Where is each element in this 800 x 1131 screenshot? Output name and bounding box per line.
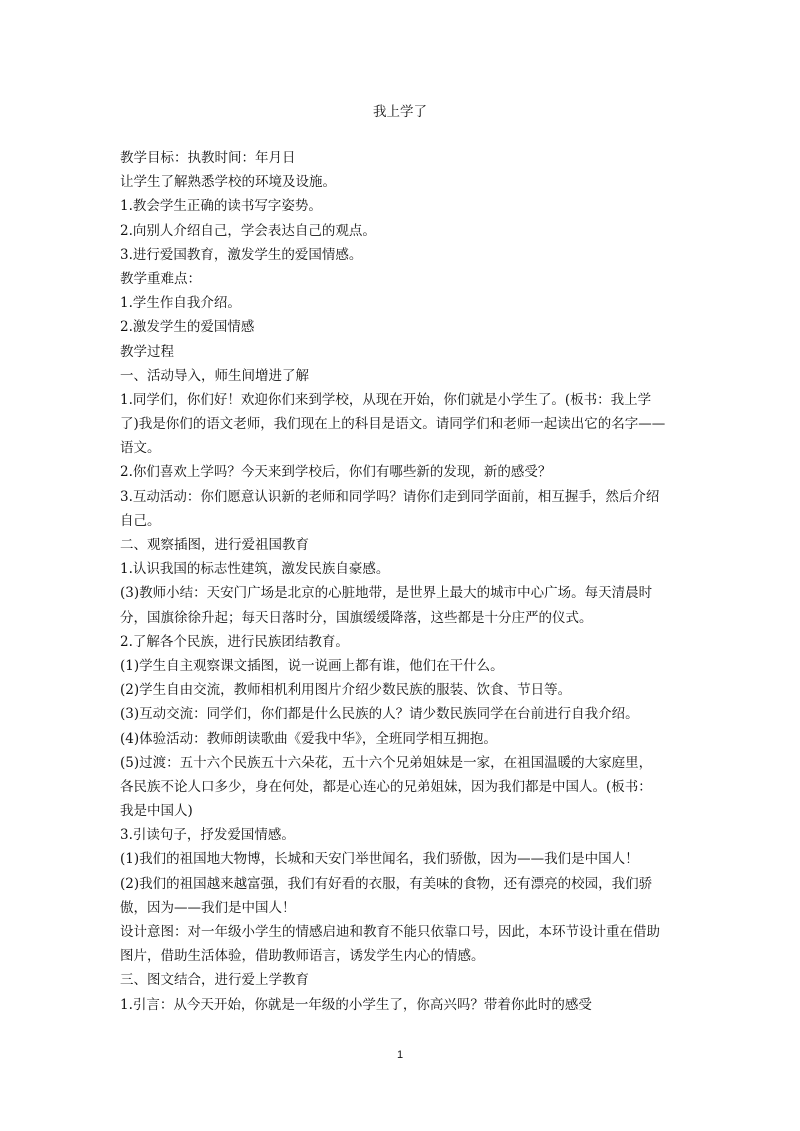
text-line: 分，国旗徐徐升起；每天日落时分，国旗缓缓降落，这些都是十分庄严的仪式。 (120, 609, 593, 626)
text-line: (3)互动交流：同学们，你们都是什么民族的人？请少数民族同学在台前进行自我介绍。 (120, 706, 639, 723)
text-line: 自己。 (120, 512, 161, 529)
text-line: 我是中国人) (120, 803, 193, 820)
document-body (120, 146, 685, 1017)
text-line: 各民族不论人口多少，身在何处，都是心连心的兄弟姐妹，因为我们都是中国人。(板书： (120, 778, 652, 795)
text-line: 了)我是你们的语文老师，我们现在上的科目是语文。请同学们和老师一起读出它的名字—— (120, 416, 666, 433)
text-line: 3.互动活动：你们愿意认识新的老师和同学吗？请你们走到同学面前，相互握手，然后介绍 (120, 488, 660, 505)
text-line: (4)体验活动：教师朗读歌曲《爱我中华》，全班同学相互拥抱。 (120, 730, 497, 747)
text-line: 1.教会学生正确的读书写字姿势。 (120, 198, 322, 215)
text-line: 傲，因为——我们是中国人！ (120, 899, 296, 916)
text-line: 教学重难点： (120, 270, 201, 287)
text-line: 2.你们喜欢上学吗？今天来到学校后，你们有哪些新的发现，新的感受？ (120, 464, 552, 481)
text-line: 三、图文结合，进行爱上学教育 (120, 972, 309, 989)
text-line: 一、活动导入，师生间增进了解 (120, 367, 309, 384)
text-line: 3.进行爱国教育，激发学生的爱国情感。 (120, 246, 363, 263)
page-title: 我上学了 (373, 104, 427, 120)
text-line: 让学生了解熟悉学校的环境及设施。 (120, 174, 336, 191)
text-line: (2)学生自由交流，教师相机利用图片介绍少数民族的服装、饮食、节日等。 (120, 682, 572, 699)
text-line: 设计意图：对一年级小学生的情感启迪和教育不能只依靠口号，因此，本环节设计重在借助 (120, 924, 660, 940)
text-line: (2)我们的祖国越来越富强，我们有好看的衣服，有美味的食物，还有漂亮的校园，我们骄 (120, 875, 653, 892)
text-line: 1.同学们，你们好！欢迎你们来到学校，从现在开始，你们就是小学生了。(板书：我上学 (120, 391, 652, 408)
text-line: (1)我们的祖国地大物博，长城和天安门举世闻名，我们骄傲，因为——我们是中国人！ (120, 851, 639, 868)
text-line: (1)学生自主观察课文插图，说一说画上都有谁，他们在干什么。 (120, 657, 504, 674)
text-line: 1.认识我国的标志性建筑，激发民族自豪感。 (120, 561, 390, 578)
text-line: 1.学生作自我介绍。 (120, 295, 241, 312)
text-line: 语文。 (120, 440, 161, 457)
text-line: 教学过程 (120, 343, 174, 360)
text-line: (5)过渡：五十六个民族五十六朵花，五十六个兄弟姐妹是一家，在祖国温暖的大家庭里， (120, 754, 653, 771)
text-line: 教学目标：执教时间：年月日 (120, 150, 296, 166)
text-line: 2.了解各个民族，进行民族团结教育。 (120, 633, 349, 650)
text-line: 1.引言：从今天开始，你就是一年级的小学生了，你高兴吗？带着你此时的感受 (120, 996, 592, 1013)
text-line: 3.引读句子，抒发爱国情感。 (120, 827, 295, 844)
text-line: (3)教师小结：天安门广场是北京的心脏地带，是世界上最大的城市中心广场。每天清晨时 (120, 585, 653, 602)
text-line: 2.向别人介绍自己，学会表达自己的观点。 (120, 222, 376, 239)
page-number: 1 (396, 1049, 404, 1061)
text-line: 2.激发学生的爱国情感 (120, 319, 255, 336)
text-line: 图片，借助生活体验，借助教师语言，诱发学生内心的情感。 (120, 948, 485, 965)
text-line: 二、观察插图，进行爱祖国教育 (120, 537, 309, 553)
